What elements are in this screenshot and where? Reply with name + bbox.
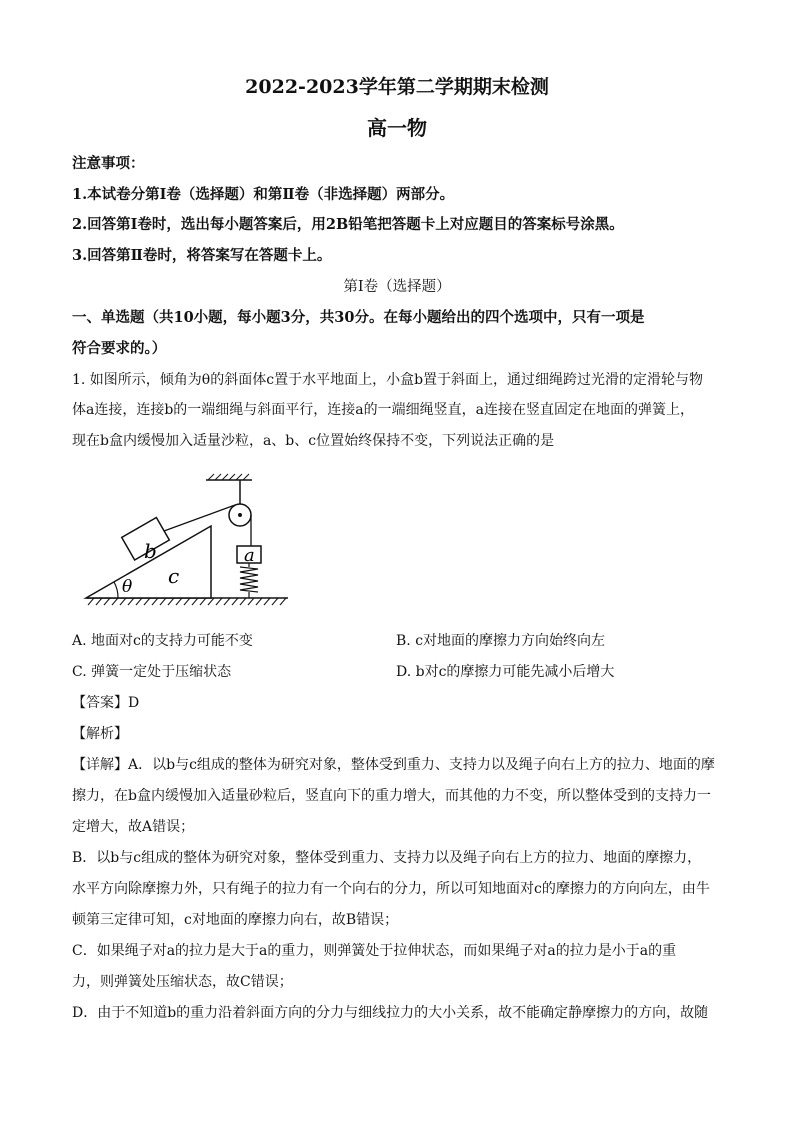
- detail-line-2: 擦力，在b盒内缓慢加入适量砂粒后，竖直向下的重力增大，而其他的力不变，所以整体受到的支持力一: [72, 788, 711, 804]
- spring: [240, 563, 258, 598]
- detail-line-1: 【详解】A．以b与c组成的整体为研究对象，整体受到重力、支持力以及绳子向右上方的拉力、地面的摩: [72, 757, 715, 773]
- detail-line-7: C．如果绳子对a的拉力是大于a的重力，则弹簧处于拉伸状态，而如果绳子对a的拉力是小于a的重: [72, 943, 677, 959]
- section-instruction-1: 一、单选题（共10小题，每小题3分，共30分。在每小题给出的四个选项中，只有一项是: [72, 309, 645, 326]
- string-b: [164, 505, 235, 531]
- option-b: B. c对地面的摩擦力方向始终向左: [396, 633, 606, 649]
- detail-line-4: B．以b与c组成的整体为研究对象，整体受到重力、支持力以及绳子向右上方的拉力、地面的摩擦力，: [72, 850, 702, 866]
- incline-pulley-figure: [80, 466, 380, 616]
- detail-line-3: 定增大，故A错误；: [72, 819, 195, 835]
- label-c: c: [168, 564, 180, 588]
- question-line-2: 体a连接，连接b的一端细绳与斜面平行，连接a的一端细绳竖直，a连接在竖直固定在地面的弹簧上，: [72, 402, 694, 418]
- detail-line-5: 水平方向除摩擦力外，只有绳子的拉力有一个向右的分力，所以可知地面对c的摩擦力的方向向左，由牛: [72, 881, 710, 897]
- notice-heading: 注意事项：: [72, 155, 145, 172]
- exam-subtitle: 高一物: [367, 116, 427, 140]
- analysis-label: 【解析】: [72, 726, 128, 742]
- notice-item-1: 1.本试卷分第Ⅰ卷（选择题）和第Ⅱ卷（非选择题）两部分。: [72, 186, 455, 203]
- ceiling-hatch: [208, 474, 249, 480]
- section-instruction-2: 符合要求的。）: [72, 340, 167, 357]
- detail-line-6: 顿第三定律可知，c对地面的摩擦力向右，故B错误；: [72, 912, 399, 928]
- option-a: A. 地面对c的支持力可能不变: [72, 633, 253, 649]
- label-b: b: [144, 539, 157, 563]
- detail-line-9: D．由于不知道b的重力沿着斜面方向的分力与细线拉力的大小关系，故不能确定静摩擦力的方向，故随: [72, 1005, 709, 1021]
- section-title: 第Ⅰ卷（选择题）: [343, 279, 451, 295]
- detail-line-8: 力，则弹簧处压缩状态，故C错误；: [72, 974, 293, 990]
- question-line-1: 1. 如图所示，倾角为θ的斜面体c置于水平地面上，小盒b置于斜面上，通过细绳跨过光滑的定滑轮与物: [72, 372, 704, 388]
- pulley-axle: [238, 513, 242, 517]
- notice-item-2: 2.回答第Ⅰ卷时，选出每小题答案后，用2B铅笔把答题卡上对应题目的答案标号涂黑。: [72, 216, 624, 233]
- answer-line: 【答案】D: [72, 695, 140, 711]
- ground-hatch: [88, 598, 286, 605]
- label-a: a: [244, 545, 255, 566]
- exam-title: 2022-2023学年第二学期期末检测: [245, 76, 549, 98]
- option-c: C. 弹簧一定处于压缩状态: [72, 664, 232, 680]
- option-d: D. b对c的摩擦力可能先减小后增大: [396, 664, 615, 680]
- notice-item-3: 3.回答第Ⅱ卷时，将答案写在答题卡上。: [72, 247, 332, 264]
- question-line-3: 现在b盒内缓慢加入适量沙粒，a、b、c位置始终保持不变，下列说法正确的是: [72, 433, 555, 449]
- label-theta: θ: [122, 577, 133, 597]
